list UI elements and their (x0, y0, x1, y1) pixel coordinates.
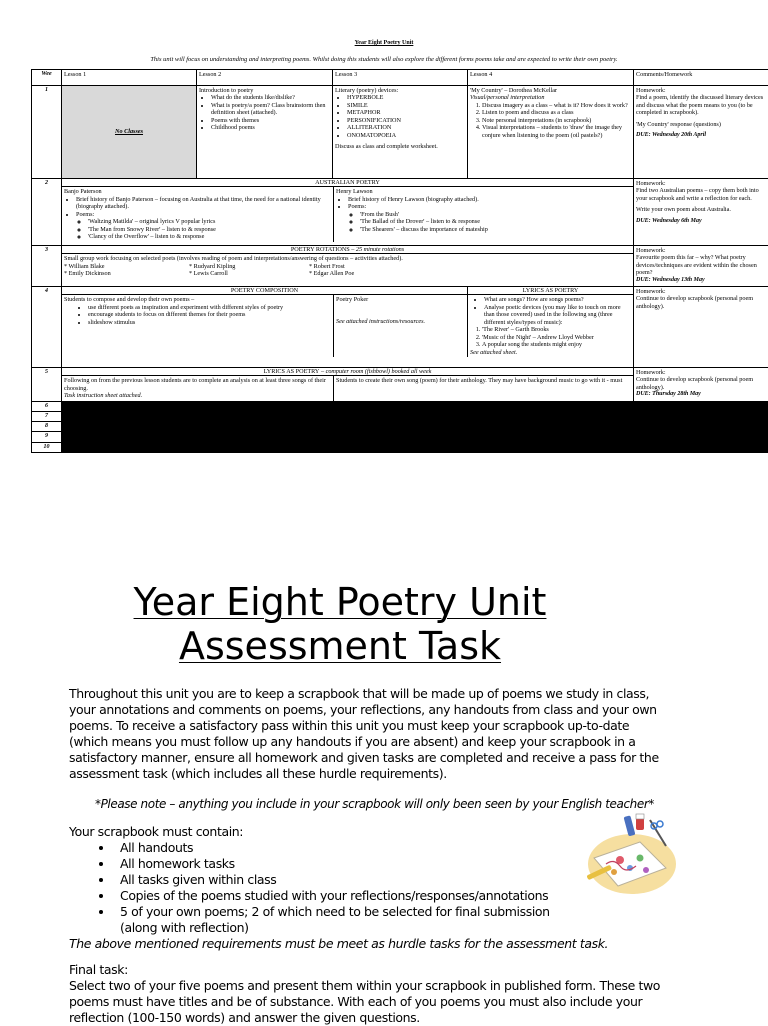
hurdle-note: The above mentioned requirements must be meet as hurdle tasks for the assessment task. (69, 936, 669, 952)
list-item: 2. Listen to poem and discuss as a class (482, 109, 631, 116)
list-item: • Poems: (76, 211, 331, 218)
list-item: • Poems: (348, 203, 631, 210)
homework-text: Find a poem, identify the discussed literary devices and discuss what the poem means to you (to be completed in scrapbook). (636, 94, 766, 116)
week-2-homework (634, 179, 768, 246)
header-lesson-4: Lesson 4 (468, 70, 634, 86)
week-number: 9 (32, 432, 62, 442)
lesson-title: Banjo Paterson (64, 188, 331, 195)
contain-label: Your scrapbook must contain: (69, 824, 669, 840)
week-4-lyrics (468, 295, 633, 357)
week-4-homework (634, 287, 768, 368)
devices-list (335, 94, 465, 139)
list-item: • What is poetry/a poem? Class brainstorm then definition sheet (attached). (211, 102, 330, 117)
task-note: *Please note – anything you include in your scrapbook will only been seen by your English teacher* (69, 796, 669, 812)
poets-row (64, 270, 631, 277)
list-item: ◦ 'The Man from Snowy River' – listen to & response (88, 226, 331, 233)
homework-text: Write your own poem about Australia. (636, 206, 766, 213)
week-4-row (32, 287, 768, 368)
list-item: • ONOMATOPOEIA (347, 132, 465, 139)
header-week: Wee (32, 70, 62, 86)
homework-label: Homework: (636, 247, 766, 254)
list-item: ◦ 'The Shearers' – discuss the importance of mateship (360, 226, 631, 233)
band-title: LYRICS AS POETRY (264, 368, 320, 375)
list-item: • All handouts (114, 840, 669, 856)
week-5-lessons (62, 368, 634, 402)
list-item: 2. 'Music of the Night' – Andrew Lloyd Webber (482, 334, 631, 341)
homework-text: Continue to develop scrapbook (personal poem anthology). (636, 376, 766, 391)
week-3-lessons (62, 246, 634, 287)
list-item: ◦ 'From the Bush' (360, 211, 631, 218)
due-date: DUE: Thursday 28th May (636, 391, 766, 398)
lesson-steps (470, 102, 631, 139)
homework-label: Homework: (636, 87, 766, 94)
empty-weeks-block (62, 401, 768, 452)
list-item: • METAPHOR (347, 109, 465, 116)
list-item: 4. Visual interpretations – students to 'draw' the image they conjure when listening to the poem (oil pastels?) (482, 124, 631, 139)
homework-text: Favourite poem this far – why? What poetry devices/techniques are evident within the chosen poem? (636, 254, 766, 276)
homework-label: Homework: (636, 180, 766, 187)
list-item: • SIMILE (347, 102, 465, 109)
lesson-list (199, 94, 330, 131)
poet-name: * Emily Dickinson (64, 270, 189, 277)
week-6-row (32, 401, 768, 411)
poet-name: * William Blake (64, 263, 189, 270)
list-item: • Poems with themes (211, 117, 330, 124)
poet-name: * Rudyard Kipling (189, 263, 309, 270)
list-item: • What do the students like/dislike? (211, 94, 330, 101)
lesson-plan-page (0, 0, 768, 460)
task-title-line-1: Year Eight Poetry Unit (0, 580, 680, 624)
list-item: • Brief history of Henry Lawson (biography attached). (348, 196, 631, 203)
homework-label: Homework: (636, 288, 766, 295)
due-date: DUE: Wednesday 6th May (636, 218, 766, 225)
list-item: ◦ 'Waltzing Matilda' – original lyrics V popular lyrics (88, 218, 331, 225)
due-date: DUE: Wednesday 13th May (636, 277, 766, 284)
lesson-title: Introduction to poetry (199, 87, 330, 94)
lesson-plan-table (31, 69, 768, 453)
section-band: LYRICS AS POETRY (468, 287, 633, 294)
lesson-footnote: Discuss as class and complete worksheet. (335, 143, 465, 150)
lesson-note: See attached instructions/resources. (336, 318, 465, 325)
lesson-text: Students to create their own song (poem) for their anthology. They may have background music to go with it - must (336, 377, 631, 384)
lesson-title: Henry Lawson (336, 188, 631, 195)
section-band (62, 246, 633, 254)
week-number: 5 (32, 368, 62, 402)
poet-name: * Edgar Allen Poe (309, 270, 354, 277)
lesson-note: See attached sheet. (470, 349, 631, 356)
week-1-lesson-3 (333, 86, 468, 179)
homework-text: 'My Country' response (questions) (636, 121, 766, 128)
list-item: ◦ 'Clancy of the Overflow' – listen to & response (88, 233, 331, 240)
contain-list (69, 840, 669, 936)
week-5-left (62, 376, 334, 400)
list-item: • 5 of your own poems; 2 of which need to be selected for final submission (along with reflection) (114, 904, 550, 936)
final-task-label: Final task: (69, 962, 669, 978)
rotation-description: Small group work focusing on selected poets (involves reading of poem and interpretations/answering of questions – activities attached). (64, 255, 631, 262)
week-5-row (32, 368, 768, 402)
list-item: • All tasks given within class (114, 872, 669, 888)
list-item: • Brief history of Banjo Paterson – focusing on Australia at that time, the need for a national identity (biography attached). (76, 196, 331, 211)
header-comments: Comments/Homework (634, 70, 768, 86)
section-band (62, 368, 633, 376)
due-date: DUE: Wednesday 20th April (636, 132, 766, 139)
lesson-title: Poetry Poker (336, 296, 465, 303)
lesson-title: 'My Country' – Dorothea McKellar (470, 87, 631, 94)
lesson-title: Students to compose and develop their own poems – (64, 296, 331, 303)
lesson-note: Task instruction sheet attached. (64, 392, 331, 399)
week-2-left (62, 187, 334, 241)
list-item: 3. Note personal interpretations (in scrapbook) (482, 117, 631, 124)
homework-text: Continue to develop scrapbook (personal poem anthology). (636, 295, 766, 310)
list-item: • slideshow stimulus (88, 319, 331, 326)
lesson-subtitle: Visual/personal interpretation (470, 94, 631, 101)
poems-list (64, 218, 331, 240)
list-item: 3. A popular song the students might enjoy (482, 341, 631, 348)
lesson-text: Following on from the previous lesson students are to complete an analysis on at least three songs of their choosing. (64, 377, 331, 392)
week-4-composition (62, 295, 334, 357)
week-5-right (334, 376, 633, 400)
header-lesson-3: Lesson 3 (333, 70, 468, 86)
poet-name: * Lewis Carroll (189, 270, 309, 277)
week-4-lessons (62, 287, 634, 368)
week-number: 7 (32, 411, 62, 421)
week-number: 6 (32, 401, 62, 411)
list-item: • Analyse poetic devices (you may like to touch on more than those covered) used in the following sng (three different styles/types of music): (484, 304, 631, 326)
list-item: • All homework tasks (114, 856, 669, 872)
lesson-list (64, 196, 331, 218)
homework-label: Homework: (636, 369, 766, 376)
no-classes-cell: No Classes (62, 86, 197, 179)
week-number: 10 (32, 442, 62, 452)
week-4-poetry-poker (334, 295, 468, 357)
lesson-list (64, 304, 331, 326)
week-1-homework (634, 86, 768, 179)
plan-intro: This unit will focus on understanding and interpreting poems. Whilst doing this students will also explore the different forms poems take and are expected to write their own poetry. (0, 56, 768, 63)
week-number: 4 (32, 287, 62, 368)
list-item: ◦ 'The Ballad of the Drover' – listen to & response (360, 218, 631, 225)
lesson-title: Literary (poetry) devices: (335, 87, 465, 94)
header-lesson-1: Lesson 1 (62, 70, 197, 86)
week-number: 1 (32, 86, 62, 179)
list-item: • use different poets as inspiration and experiment with different styles of poetry (88, 304, 331, 311)
list-item: • Copies of the poems studied with your reflections/responses/annotations (114, 888, 669, 904)
header-lesson-2: Lesson 2 (197, 70, 333, 86)
week-1-lesson-2 (197, 86, 333, 179)
list-item: • What are songs? How are songs poems? (484, 296, 631, 303)
band-note: – computer room (fishbowl) booked all week (319, 368, 431, 375)
list-item: 1. Discuss imagery as a class – what is it? How does it work? (482, 102, 631, 109)
week-3-homework (634, 246, 768, 287)
list-item: • encourage students to focus on different themes for their poems (88, 311, 331, 318)
table-header-row (32, 70, 768, 86)
week-1-row (32, 86, 768, 179)
poets-row (64, 263, 631, 270)
band-title: POETRY ROTATIONS (291, 246, 350, 253)
homework-text: Find two Australian poems – copy them both into your scrapbook and write a reflection for each. (636, 187, 766, 202)
art-supplies-clipart-icon (584, 812, 676, 896)
week-2-row (32, 179, 768, 246)
task-body (69, 686, 669, 1026)
week-number: 8 (32, 422, 62, 432)
lesson-list (336, 196, 631, 211)
list-item: • HYPERBOLE (347, 94, 465, 101)
poems-list (336, 211, 631, 233)
list-item: • PERSONIFICATION (347, 117, 465, 124)
songs-list (470, 326, 631, 348)
band-note: – 25 minute rotations (350, 246, 404, 253)
task-title-line-2: Assessment Task (0, 624, 680, 668)
plan-title: Year Eight Poetry Unit (0, 40, 768, 46)
week-5-homework (634, 368, 768, 402)
lesson-list (470, 296, 631, 326)
week-1-lesson-4 (468, 86, 634, 179)
week-2-right (334, 187, 633, 241)
week-number: 3 (32, 246, 62, 287)
section-band: AUSTRALIAN POETRY (62, 179, 633, 187)
week-number: 2 (32, 179, 62, 246)
list-item: • ALLITERATION (347, 124, 465, 131)
section-band: POETRY COMPOSITION (62, 287, 468, 294)
week-3-row (32, 246, 768, 287)
poet-name: * Robert Frost (309, 263, 345, 270)
task-intro: Throughout this unit you are to keep a scrapbook that will be made up of poems we study in class, your annotations and comments on poems, your reflections, any handouts from class and your own poems. To receive a satisfactory pass within this unit you must keep your scrapbook up-to-date (which means you must follow up any handouts if you are absent) and keep your scrapbook in a satisfactory manner, ensure all homework and given tasks are completed and receive a pass for the assessment task (which includes all these hurdle requirements). (69, 686, 669, 782)
final-task-text: Select two of your five poems and present them within your scrapbook in published form. These two poems must have titles and be of substance. With each of you poems you must also include your reflection (100-150 words) and answer the given questions. (69, 978, 669, 1026)
week-2-lessons (62, 179, 634, 246)
list-item: 1. 'The River' – Garth Brooks (482, 326, 631, 333)
task-title (0, 580, 680, 668)
list-item: • Childhood poems (211, 124, 330, 131)
